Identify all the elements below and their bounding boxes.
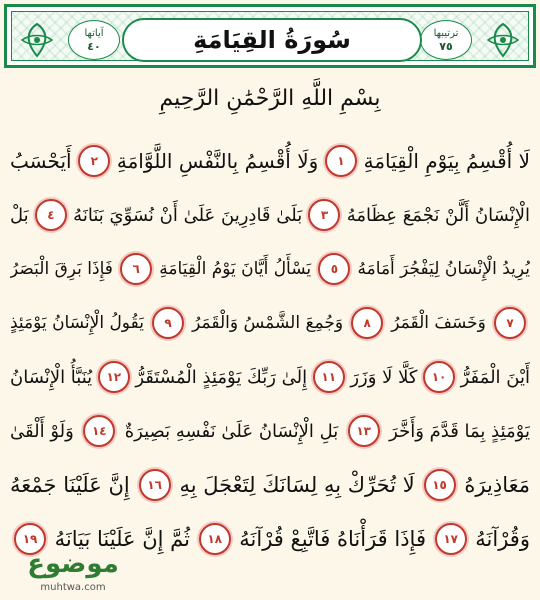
ayah-number-marker [35, 199, 67, 231]
verse-text: أَيْنَ الْمَفَرُّ [460, 366, 530, 388]
surah-verses-label: آياتها [84, 27, 104, 39]
ayah-number: ٥ [330, 262, 339, 276]
ayah-number: ٧ [506, 316, 514, 330]
verse-line [10, 404, 530, 458]
verse-text: يُرِيدُ الْإِنْسَانُ لِيَفْجُرَ أَمَامَهُ [357, 259, 530, 279]
surah-order-badge [420, 20, 472, 60]
verse-text: يَقُولُ الْإِنْسَانُ يَوْمَئِذٍ [10, 313, 144, 333]
ayah-number: ١ [337, 154, 345, 168]
ayah-number: ١٧ [443, 532, 458, 546]
verse-line [10, 458, 530, 512]
verse-line [10, 350, 530, 404]
ayah-number: ١١ [321, 370, 337, 384]
verse-text: وَخَسَفَ الْقَمَرُ [391, 313, 486, 333]
verse-text: ثُمَّ إِنَّ عَلَيْنَا بَيَانَهُ [54, 527, 190, 551]
verse-text: وَلَا أُقْسِمُ بِالنَّفْسِ اللَّوَّامَةِ [116, 149, 319, 173]
verse-text: وَجُمِعَ الشَّمْسُ وَالْقَمَرُ [192, 313, 344, 333]
verse-line [10, 242, 530, 296]
ayah-number: ٢ [90, 154, 98, 168]
ayah-number: ١٥ [432, 478, 447, 492]
verse-text: الْإِنْسَانُ أَلَّنْ نَجْمَعَ عِظَامَهُ [346, 204, 530, 226]
site-logo: موضوع [27, 549, 119, 579]
verse-text: إِلَىٰ رَبِّكَ يَوْمَئِذٍ الْمُسْتَقَرُّ [135, 366, 308, 388]
ayah-number: ٦ [132, 262, 140, 276]
floral-ornament-icon [18, 20, 56, 60]
surah-verses-value: ٤٠ [87, 39, 101, 53]
verse-line [10, 188, 530, 242]
ayah-number-marker [313, 361, 345, 393]
verse-text: لَا تُحَرِّكْ بِهِ لِسَانَكَ لِتَعْجَلَ بِهِ [179, 473, 415, 497]
ayah-number-marker [348, 415, 380, 447]
site-watermark [8, 546, 138, 596]
ayah-number: ١٤ [91, 424, 107, 438]
ayah-number-marker [351, 307, 383, 339]
surah-title: سُورَةُ القِيَامَةِ [193, 26, 351, 54]
surah-order-label: ترتيبها [433, 27, 459, 39]
ayah-number: ٩ [164, 316, 172, 330]
verse-text-area [10, 134, 530, 566]
verse-text: فَإِذَا بَرِقَ الْبَصَرُ [10, 259, 113, 279]
ayah-number: ١٢ [106, 370, 122, 384]
verse-text: بَلِ الْإِنْسَانُ عَلَىٰ نَفْسِهِ بَصِيرَةٌ [124, 420, 339, 442]
verse-text: بَلَىٰ قَادِرِينَ عَلَىٰ أَنْ نُسَوِّيَ بَنَانَهُ [73, 204, 303, 226]
verse-text: وَلَوْ أَلْقَىٰ [10, 420, 74, 442]
ayah-number: ١٠ [431, 370, 447, 384]
ayah-number-marker [83, 415, 115, 447]
floral-ornament-icon [484, 20, 522, 60]
verse-line [10, 134, 530, 188]
ayah-number: ٨ [363, 316, 371, 330]
ayah-number-marker [98, 361, 130, 393]
ayah-number: ١٣ [356, 424, 372, 438]
verse-text: إِنَّ عَلَيْنَا جَمْعَهُ [10, 473, 130, 497]
verse-text: مَعَاذِيرَهُ [464, 473, 530, 497]
ayah-number: ٤ [47, 208, 55, 222]
ayah-number: ١٦ [147, 478, 162, 492]
surah-verses-badge [68, 20, 120, 60]
ayah-number-marker [435, 523, 467, 555]
ayah-number-marker [318, 253, 350, 285]
verse-text: يَوْمَئِذٍ بِمَا قَدَّمَ وَأَخَّرَ [389, 420, 530, 442]
ayah-number-marker [120, 253, 152, 285]
verse-text: أَيَحْسَبُ [10, 149, 72, 173]
verse-text: فَإِذَا قَرَأْنَاهُ فَاتَّبِعْ قُرْآنَهُ [239, 527, 426, 551]
verse-text: يُنَبَّأُ الْإِنْسَانُ [10, 366, 93, 388]
basmala: بِسْمِ اللَّهِ الرَّحْمَٰنِ الرَّحِيمِ [159, 86, 381, 111]
ayah-number-marker [494, 307, 526, 339]
ayah-number-marker [325, 145, 357, 177]
ayah-number-marker [78, 145, 110, 177]
verse-text: كَلَّا لَا وَزَرَ [350, 366, 418, 388]
site-url: muhtwa.com [40, 582, 106, 593]
verse-text: وَقُرْآنَهُ [475, 527, 530, 551]
surah-order-value: ٧٥ [439, 39, 453, 53]
verse-text: لَا أُقْسِمُ بِيَوْمِ الْقِيَامَةِ [363, 149, 530, 173]
surah-title-cartouche [122, 18, 422, 62]
ayah-number-marker [308, 199, 340, 231]
surah-header-frame [4, 4, 536, 68]
ayah-number-marker [424, 469, 456, 501]
ayah-number: ٣ [320, 208, 329, 222]
surah-header-pattern [11, 11, 529, 61]
ayah-number-marker [152, 307, 184, 339]
ayah-number-marker [139, 469, 171, 501]
verse-text: يَسْأَلُ أَيَّانَ يَوْمُ الْقِيَامَةِ [159, 259, 312, 279]
ayah-number: ١٩ [22, 532, 38, 546]
verse-text: بَلْ [10, 204, 29, 226]
ayah-number-marker [423, 361, 455, 393]
ayah-number-marker [199, 523, 231, 555]
verse-line [10, 296, 530, 350]
ayah-number: ١٨ [207, 532, 222, 546]
